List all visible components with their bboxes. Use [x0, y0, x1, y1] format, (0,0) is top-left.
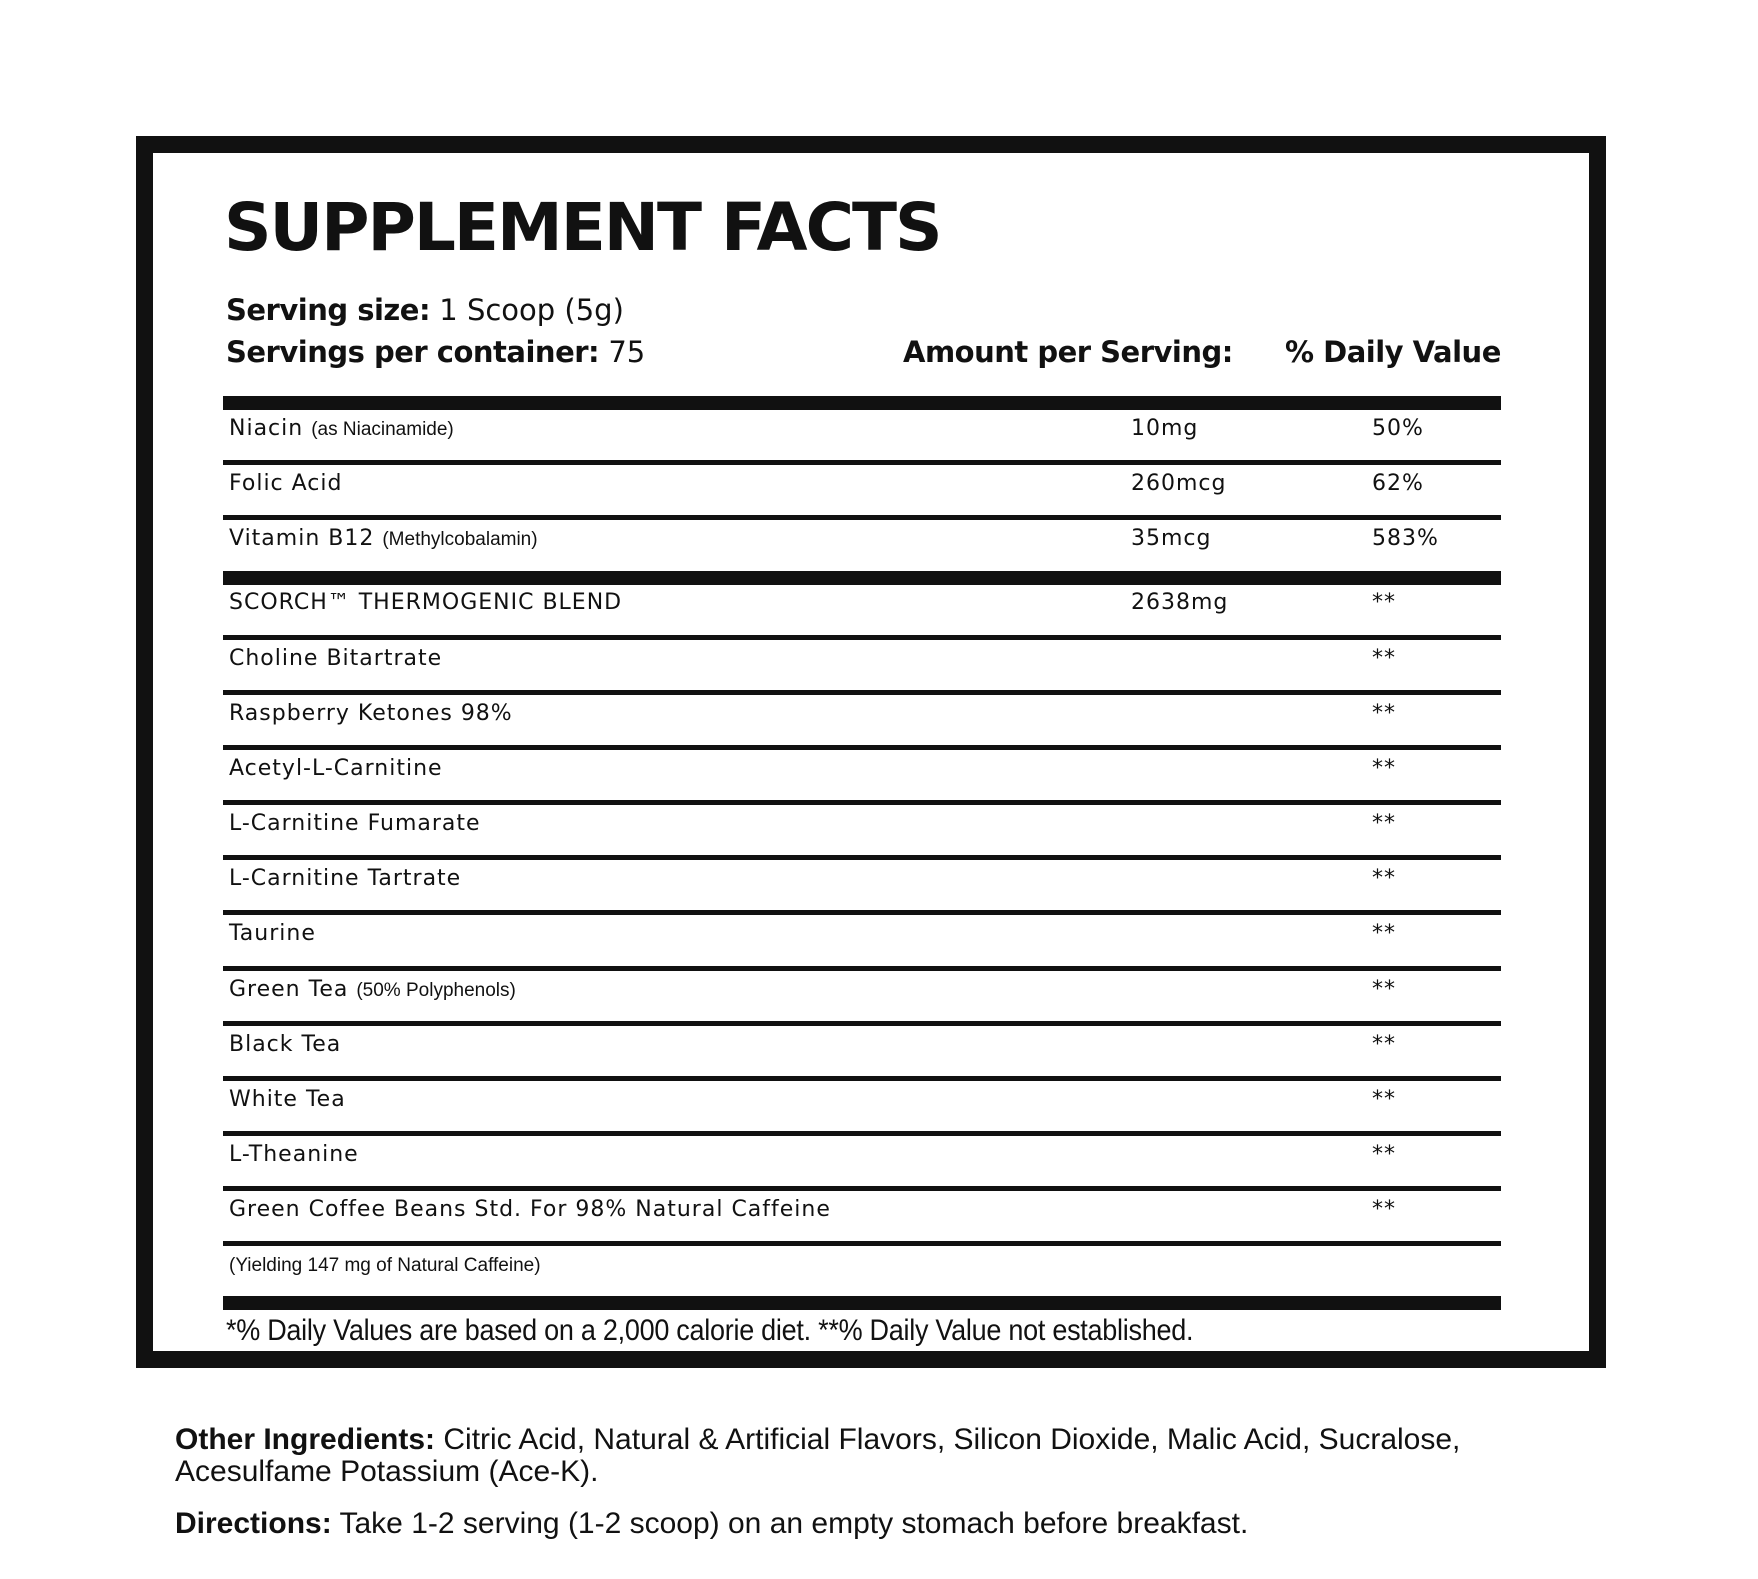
table-row — [223, 1244, 1501, 1294]
ingredient-name — [229, 811, 481, 836]
ingredient-label: L-Carnitine Fumarate — [229, 811, 481, 836]
daily-value: ** — [1372, 811, 1396, 836]
servings-per-container-label: Servings per container: — [226, 335, 600, 369]
table-row — [223, 408, 1501, 458]
table-row — [223, 1024, 1501, 1074]
daily-value: ** — [1372, 977, 1396, 1002]
ingredient-name — [229, 866, 461, 891]
page-title: SUPPLEMENT FACTS — [224, 189, 941, 266]
ingredient-qualifier: (50% Polyphenols) — [356, 980, 516, 1001]
ingredient-name — [229, 921, 316, 946]
ingredient-name — [229, 1252, 541, 1277]
daily-value: 62% — [1372, 471, 1424, 496]
daily-value: ** — [1372, 866, 1396, 891]
other-ingredients-label: Other Ingredients: — [175, 1423, 436, 1456]
amount-per-serving-header: Amount per Serving: — [903, 335, 1233, 369]
table-row — [223, 969, 1501, 1019]
directions — [175, 1508, 1248, 1540]
daily-value: ** — [1372, 921, 1396, 946]
table-row — [223, 1189, 1501, 1239]
ingredient-name — [229, 1087, 346, 1112]
directions-text: Take 1-2 serving (1-2 scoop) on an empty stomach before breakfast. — [331, 1507, 1249, 1540]
ingredient-label: Acetyl-L-Carnitine — [229, 756, 443, 781]
daily-value: ** — [1372, 756, 1396, 781]
table-row — [223, 1079, 1501, 1129]
table-row — [223, 582, 1501, 632]
ingredient-name — [229, 701, 513, 726]
ingredient-name — [229, 590, 622, 615]
ingredient-name — [229, 1197, 831, 1222]
ingredient-label: Raspberry Ketones 98% — [229, 701, 513, 726]
thick-divider — [223, 1296, 1501, 1310]
ingredient-label: Folic Acid — [229, 471, 343, 496]
daily-value: ** — [1372, 590, 1396, 615]
daily-value: ** — [1372, 1032, 1396, 1057]
other-ingredients-text: Citric Acid, Natural & Artificial Flavors, Silicon Dioxide, Malic Acid, Sucralose, Acesulfame Potassium (Ace-K). — [175, 1423, 1461, 1488]
serving-size-value: 1 Scoop (5g) — [439, 293, 624, 327]
table-row — [223, 693, 1501, 743]
servings-per-container — [226, 332, 645, 372]
table-row — [223, 748, 1501, 798]
ingredient-label: Green Tea — [229, 977, 349, 1002]
daily-value: ** — [1372, 1197, 1396, 1222]
table-row — [223, 803, 1501, 853]
ingredient-label: SCORCH™ THERMOGENIC BLEND — [229, 590, 623, 615]
ingredient-label: Black Tea — [229, 1032, 342, 1057]
daily-value: ** — [1372, 646, 1396, 671]
ingredient-name — [229, 471, 342, 496]
daily-value: ** — [1372, 701, 1396, 726]
daily-value: 50% — [1372, 416, 1424, 441]
ingredient-label: Green Coffee Beans Std. For 98% Natural Caffeine — [229, 1197, 831, 1222]
serving-size — [226, 290, 624, 330]
ingredient-qualifier: (Yielding 147 mg of Natural Caffeine) — [229, 1255, 541, 1276]
servings-per-container-value: 75 — [608, 335, 646, 369]
amount-value: 260mcg — [1131, 471, 1227, 496]
directions-label: Directions: — [175, 1507, 332, 1540]
daily-value-header: % Daily Value — [1285, 335, 1501, 369]
ingredient-name — [229, 526, 538, 551]
daily-value: ** — [1372, 1087, 1396, 1112]
ingredient-name — [229, 416, 454, 441]
ingredient-name — [229, 1142, 359, 1167]
ingredient-label: White Tea — [229, 1087, 346, 1112]
table-row — [223, 858, 1501, 908]
table-row — [223, 518, 1501, 568]
ingredient-name — [229, 1032, 341, 1057]
daily-value: 583% — [1372, 526, 1439, 551]
ingredient-name — [229, 756, 443, 781]
daily-value: ** — [1372, 1142, 1396, 1167]
ingredient-label: Niacin — [229, 416, 304, 441]
ingredient-qualifier: (Methylcobalamin) — [382, 529, 538, 550]
ingredient-label: Vitamin B12 — [229, 526, 375, 551]
other-ingredients — [175, 1424, 1595, 1488]
table-row — [223, 463, 1501, 513]
amount-value: 10mg — [1131, 416, 1199, 441]
ingredient-name — [229, 977, 516, 1002]
ingredient-name — [229, 646, 442, 671]
table-row — [223, 1134, 1501, 1184]
table-row — [223, 913, 1501, 963]
ingredient-label: L-Theanine — [229, 1142, 359, 1167]
ingredient-label: L-Carnitine Tartrate — [229, 866, 462, 891]
ingredient-label: Taurine — [229, 921, 316, 946]
ingredient-qualifier: (as Niacinamide) — [311, 419, 454, 440]
serving-size-label: Serving size: — [226, 293, 431, 327]
amount-value: 2638mg — [1131, 590, 1229, 615]
footnote: *% Daily Values are based on a 2,000 calorie diet. **% Daily Value not established. — [226, 1314, 1194, 1347]
amount-value: 35mcg — [1131, 526, 1212, 551]
table-row — [223, 638, 1501, 688]
ingredient-label: Choline Bitartrate — [229, 646, 443, 671]
